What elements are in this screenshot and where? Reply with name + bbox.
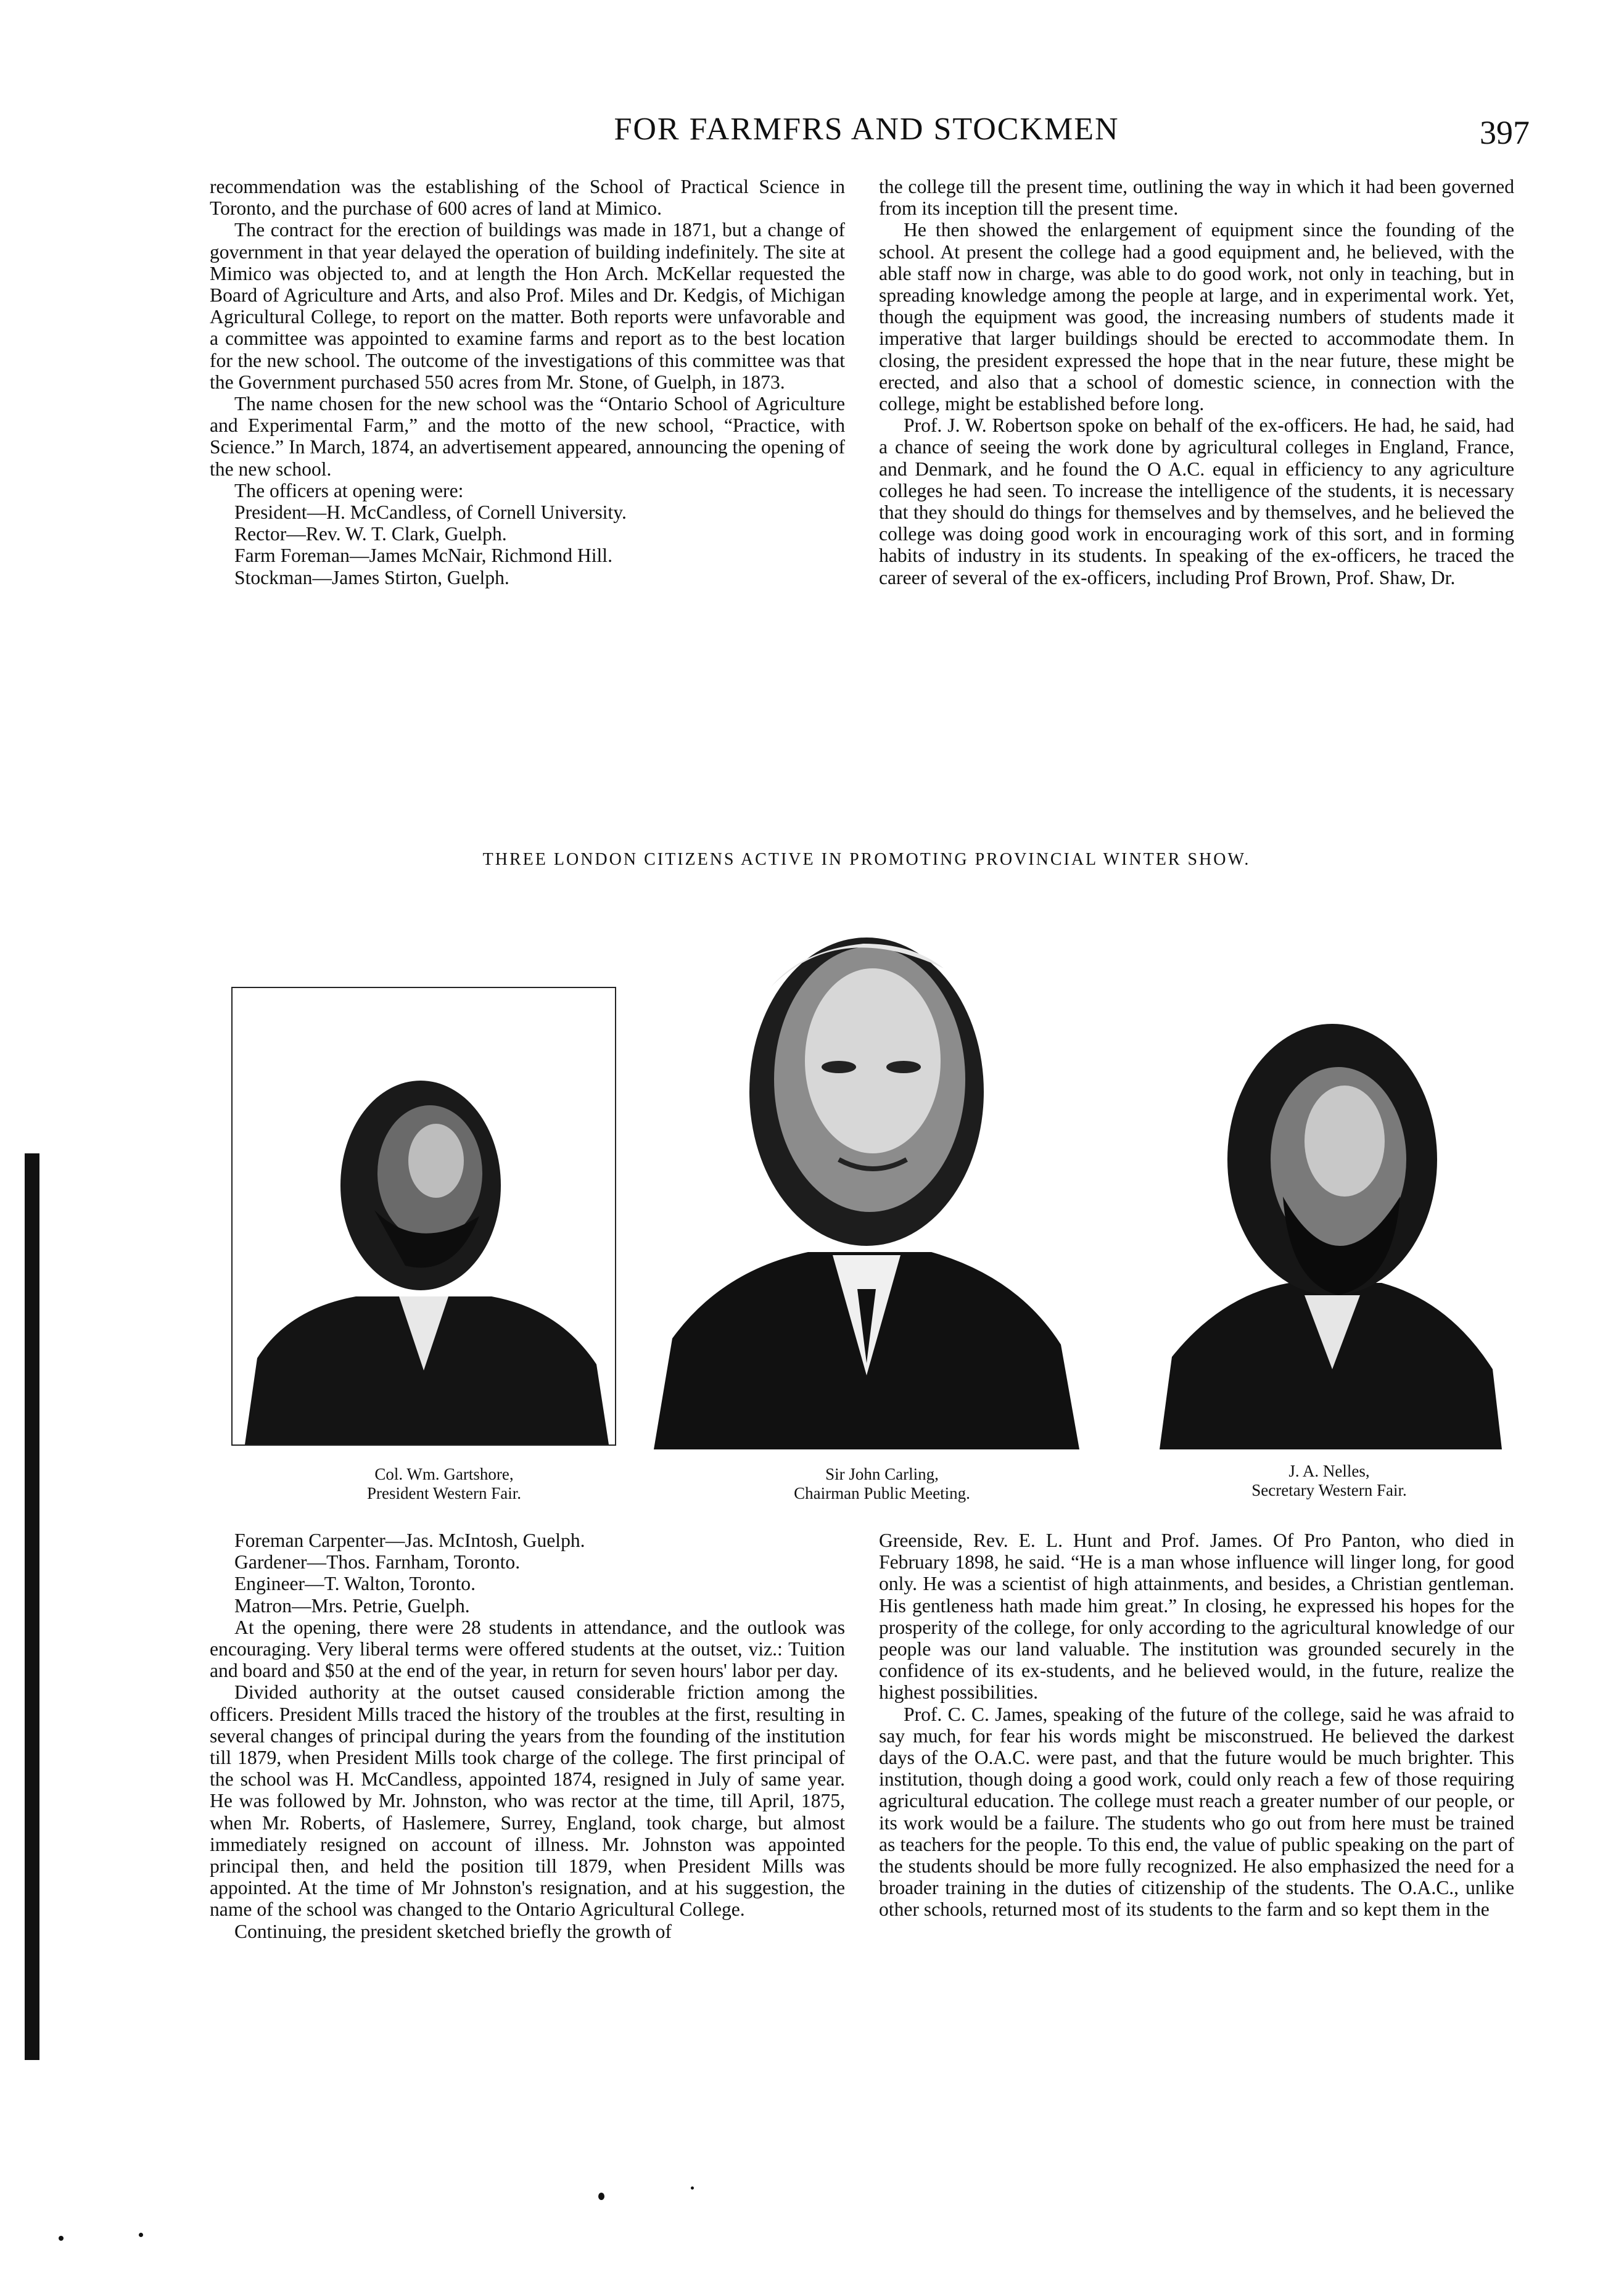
- officer-line: Stockman—James Stirton, Guelph.: [234, 566, 509, 588]
- scan-speck: [691, 2186, 694, 2190]
- paragraph: Prof. J. W. Robertson spoke on behalf of the ex-officers. He had, he said, had a chance of seeing the work done by agricultural colleges in England, France, and Denmark, and he found the O A.C. equal in efficiency to any agriculture colleges he had seen. To increase the intelligence of the students, it is necessary that they should do things for themselves and by themselves, and he believed the college was doing good work in encouraging work of this sort, and in forming habits of industry in its students. In speaking of the ex-officers, he traced the career of several of the ex-officers, including Prof Brown, Prof. Shaw, Dr.: [879, 414, 1514, 588]
- officer-line: Gardener—Thos. Farnham, Toronto.: [234, 1551, 521, 1573]
- scan-speck: [59, 2236, 64, 2241]
- scan-speck: [598, 2193, 604, 2200]
- paragraph: Greenside, Rev. E. L. Hunt and Prof. James. Of Pro Panton, who died in February 1898, he said. “He is a man whose influence will linger long, for good only. He was a scientist of high attainments, and besides, a Christian gentleman. His gentleness hath made him great.” In closing, he expressed his hopes for the prosperity of the college, for only according to the agricultural knowledge of our people was our land valuable. The institution was grounded securely in the confidence of its ex-students, and he believed would, in the future, realize the highest possibilities.: [879, 1530, 1514, 1704]
- caption-gartshore: [259, 1465, 629, 1503]
- caption-carling: [709, 1465, 1055, 1503]
- paragraph: Prof. C. C. James, speaking of the future of the college, said he was afraid to say much, for fear his words might be misconstrued. He believed the darkest days of the O.A.C. were past, and that the future would be much brighter. This institution, though doing a good work, could only reach a few of those requiring agricultural education. The college must reach a greater number of our people, or its work would be a failure. The students who go out from here must be trained as teachers for the people. To this end, the value of public speaking on the part of the students should be more fully recognized. He also emphasized the need for a broader training in the duties of citizenship of the students. The O.A.C., unlike other schools, returned most of its students to the farm and so kept them in the: [879, 1703, 1514, 1921]
- officer-line: President—H. McCandless, of Cornell University.: [234, 501, 627, 524]
- page-header: [204, 111, 1530, 160]
- caption-name: J. A. Nelles,: [1288, 1462, 1370, 1480]
- officer-line: Farm Foreman—James McNair, Richmond Hill.: [234, 545, 612, 567]
- officer-line: Foreman Carpenter—Jas. McIntosh, Guelph.: [234, 1530, 585, 1551]
- caption-name: Sir John Carling,: [825, 1465, 939, 1483]
- paragraph: the college till the present time, outlining the way in which it had been governed from its inception till the present time.: [879, 176, 1514, 220]
- scan-speck: [139, 2233, 143, 2237]
- figure-heading: THREE LONDON CITIZENS ACTIVE IN PROMOTING PROVINCIAL WINTER SHOW.: [482, 850, 1251, 869]
- paragraph: The officers at opening were:: [234, 479, 464, 501]
- column-top-right: [879, 176, 1514, 588]
- portrait-gartshore: [231, 987, 616, 1446]
- paragraph: The name chosen for the new school was the “Ontario School of Agriculture and Experimental Farm,” and the motto of the new school, “Practice, with Science.” In March, 1874, an advertisement appeared, announcing the opening of the new school.: [210, 393, 845, 480]
- column-top-left: [210, 176, 845, 588]
- caption-role: President Western Fair.: [366, 1484, 522, 1502]
- portrait-carling: [654, 894, 1079, 1449]
- paragraph: recommendation was the establishing of the School of Practical Science in Toronto, and the purchase of 600 acres of land at Mimico.: [210, 176, 845, 220]
- officer-line: Engineer—T. Walton, Toronto.: [234, 1573, 476, 1595]
- officer-line: Rector—Rev. W. T. Clark, Guelph.: [234, 523, 507, 545]
- paragraph: The contract for the erection of buildings was made in 1871, but a change of government in that year delayed the operation of building indefinitely. The site at Mimico was objected to, and at length the Hon Arch. McKellar requested the Board of Agriculture and Arts, and also Prof. Miles and Dr. Kedgis, of Michigan Agricultural College, to report on the matter. Both reports were unfavorable and a committee was appointed to examine farms and report as to the best location for the new school. The outcome of the investigations of this committee was that the Government purchased 550 acres from Mr. Stone, of Guelph, in 1873.: [210, 219, 845, 393]
- caption-role: Secretary Western Fair.: [1251, 1481, 1407, 1499]
- paragraph: He then showed the enlargement of equipment since the founding of the school. At present the college had a good equipment and, he believed, with the able staff now in charge, was able to do good work, not only in teaching, but in spreading knowledge among the people at large, and in experimental work. Yet, though the equipment was good, the increasing numbers of students made it imperative that larger buildings should be erected to accommodate them. In closing, the president expressed the hope that in the near future, these might be erected, and also that a school of domestic science, in connection with the college, might be established before long.: [879, 219, 1514, 415]
- scan-margin-bar: [25, 1153, 39, 2060]
- paragraph: Continuing, the president sketched briefly the growth of: [234, 1920, 672, 1942]
- caption-nelles: [1153, 1462, 1505, 1500]
- column-bottom-left: [210, 1530, 845, 1942]
- page-number: 397: [1480, 114, 1530, 151]
- portrait-nelles: [1147, 975, 1511, 1449]
- running-title: FOR FARMFRS AND STOCKMEN: [614, 112, 1119, 147]
- paragraph: At the opening, there were 28 students in attendance, and the outlook was encouraging. Very liberal terms were offered students at the outset, viz.: Tuition and board and $50 at the end of the year, in return for seven hours' labor per day.: [210, 1616, 845, 1682]
- paragraph: Divided authority at the outset caused considerable friction among the officers. President Mills traced the history of the troubles at the first, resulting in several changes of principal during the years from the founding of the institution till 1879, when President Mills took charge of the college. The first principal of the school was H. McCandless, appointed 1874, resigned in July of same year. He was followed by Mr. Johnston, who was rector at the time, till April, 1875, when Mr. Roberts, of Haslemere, Surrey, England, took charge, but almost immediately resigned on account of illness. Mr. Johnston was appointed principal then, and held the position till 1879, when President Mills was appointed. At the time of Mr Johnston's resignation, and at his suggestion, the name of the school was changed to the Ontario Agricultural College.: [210, 1681, 845, 1921]
- column-bottom-right: [879, 1530, 1514, 1921]
- officer-line: Matron—Mrs. Petrie, Guelph.: [234, 1594, 470, 1617]
- caption-role: Chairman Public Meeting.: [794, 1484, 970, 1502]
- caption-name: Col. Wm. Gartshore,: [374, 1465, 514, 1483]
